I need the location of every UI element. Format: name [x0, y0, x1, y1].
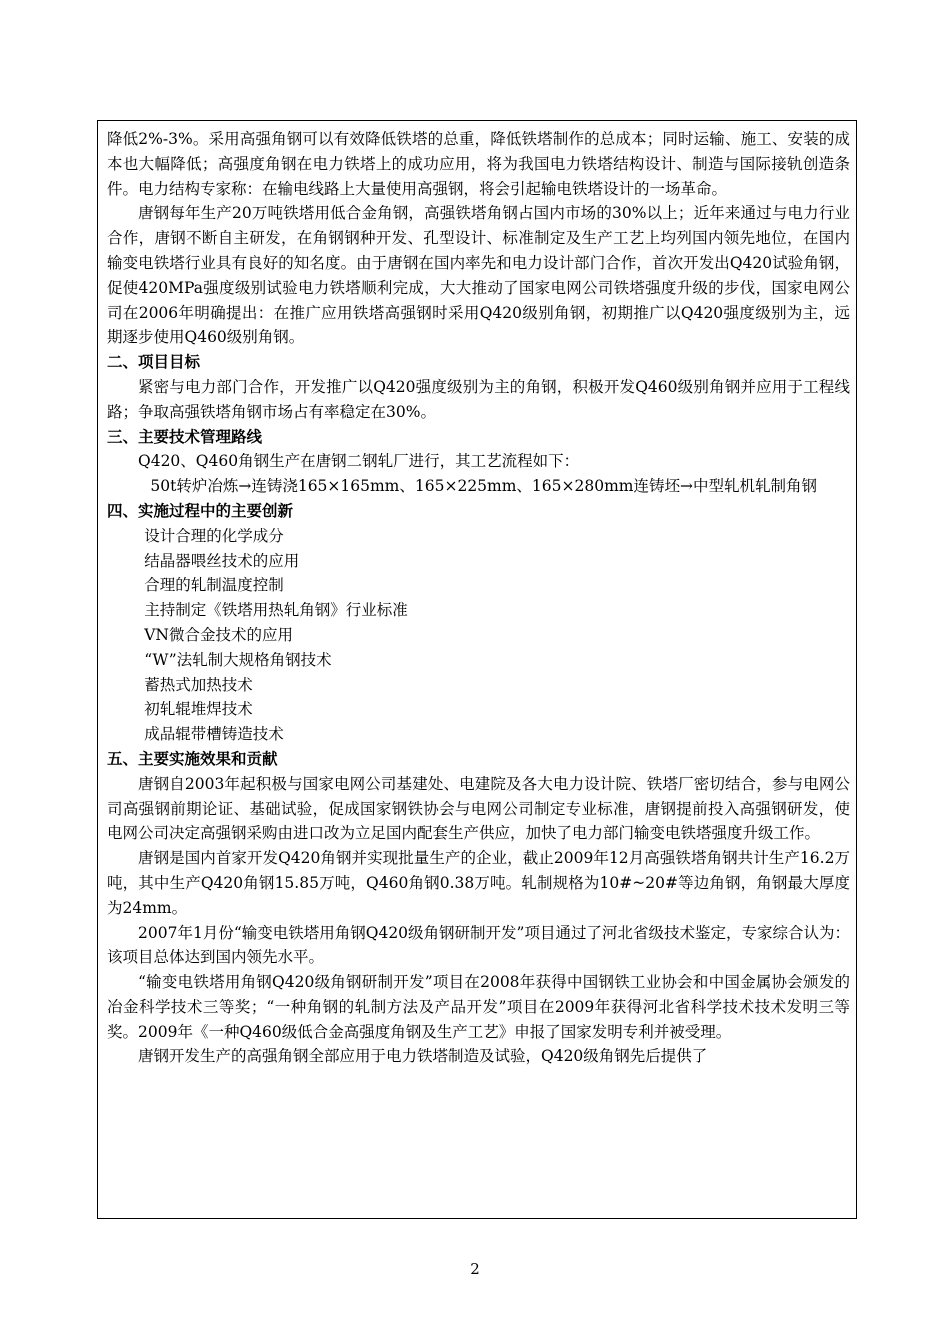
- innovation-item: 结晶器喂丝技术的应用: [144, 551, 300, 570]
- paragraph-market: 唐钢每年生产20万吨铁塔用低合金角钢，高强铁塔角钢占国内市场的30%以上；近年来通过与电力行业合作，唐钢不断自主研发，在角钢钢种开发、孔型设计、标准制定及生产工艺上均列国内领先地位，在国内输变电铁塔行业具有良好的知名度。由于唐钢在国内率先和电力设计部门合作，首次开发出Q420试验角钢，促使420MPa强度级别试验电力铁塔顺利完成，大大推动了国家电网公司铁塔强度升级的步伐，国家电网公司在2006年明确提出：在推广应用铁塔高强钢时采用Q420级别角钢，初期推广以Q420强度级别为主，远期逐步使用Q460级别角钢。: [107, 204, 850, 347]
- innovation-item: 主持制定《铁塔用热轧角钢》行业标准: [144, 601, 408, 620]
- innovation-item: 初轧辊堆焊技术: [144, 700, 253, 719]
- paragraph-effects: 唐钢自2003年起积极与国家电网公司基建处、电建院及各大电力设计院、铁塔厂密切结合，参与电网公司高强钢前期论证、基础试验，促成国家钢铁协会与电网公司制定专业标准，唐钢提前投入高强钢研发，使电网公司决定高强钢采购由进口改为立足国内配套生产供应，加快了电力部门输变电铁塔强度升级工作。: [107, 774, 850, 843]
- paragraph-effects: 唐钢是国内首家开发Q420角钢并实现批量生产的企业，截止2009年12月高强铁塔角钢共计生产16.2万吨，其中生产Q420角钢15.85万吨，Q460角钢0.38万吨。轧制规格为10#~20#等边角钢，角钢最大厚度为24mm。: [107, 849, 850, 917]
- paragraph-technical-route: Q420、Q460角钢生产在唐钢二钢轧厂进行，其工艺流程如下：: [138, 452, 580, 471]
- process-flow: 50t转炉冶炼→连铸浇165×165mm、165×225mm、165×280mm连铸坯→中型轧机轧制角钢: [150, 477, 817, 496]
- section-heading-project-goal: 二、项目目标: [107, 353, 201, 372]
- innovation-item: 蓄热式加热技术: [144, 675, 253, 694]
- page-number: 2: [470, 1260, 480, 1278]
- section-heading-technical-route: 三、主要技术管理路线: [107, 427, 263, 446]
- paragraph-intro-tail: 降低2%-3%。采用高强角钢可以有效降低铁塔的总重，降低铁塔制作的总成本；同时运输、施工、安装的成本也大幅降低；高强度角钢在电力铁塔上的成功应用，将为我国电力铁塔结构设计、制造与国际接轨创造条件。电力结构专家称：在输电线路上大量使用高强钢，将会引起输电铁塔设计的一场革命。: [107, 130, 850, 198]
- innovation-item: 合理的轧制温度控制: [144, 576, 284, 595]
- innovation-item: “W”法轧制大规格角钢技术: [144, 650, 332, 669]
- paragraph-effects: 唐钢开发生产的高强角钢全部应用于电力铁塔制造及试验，Q420级角钢先后提供了: [138, 1047, 708, 1066]
- section-heading-effects: 五、主要实施效果和贡献: [107, 749, 278, 768]
- innovation-item: 设计合理的化学成分: [144, 526, 284, 545]
- paragraph-project-goal: 紧密与电力部门合作，开发推广以Q420强度级别为主的角钢，积极开发Q460级别角钢并应用于工程线路；争取高强铁塔角钢市场占有率稳定在30%。: [107, 377, 850, 421]
- innovation-item: VN微合金技术的应用: [144, 625, 293, 644]
- document-body: [107, 127, 850, 1069]
- section-heading-innovations: 四、实施过程中的主要创新: [107, 501, 294, 520]
- paragraph-effects: “输变电铁塔用角钢Q420级角钢研制开发”项目在2008年获得中国钢铁工业协会和中国金属协会颁发的冶金科学技术三等奖；“一种角钢的轧制方法及产品开发”项目在2009年获得河北省科学技术技术发明三等奖。2009年《一种Q460级低合金高强度角钢及生产工艺》申报了国家发明专利并被受理。: [107, 973, 850, 1041]
- innovation-item: 成品辊带槽铸造技术: [144, 725, 284, 744]
- paragraph-effects: 2007年1月份“输变电铁塔用角钢Q420级角钢研制开发”项目通过了河北省级技术鉴定，专家综合认为：该项目总体达到国内领先水平。: [107, 923, 850, 967]
